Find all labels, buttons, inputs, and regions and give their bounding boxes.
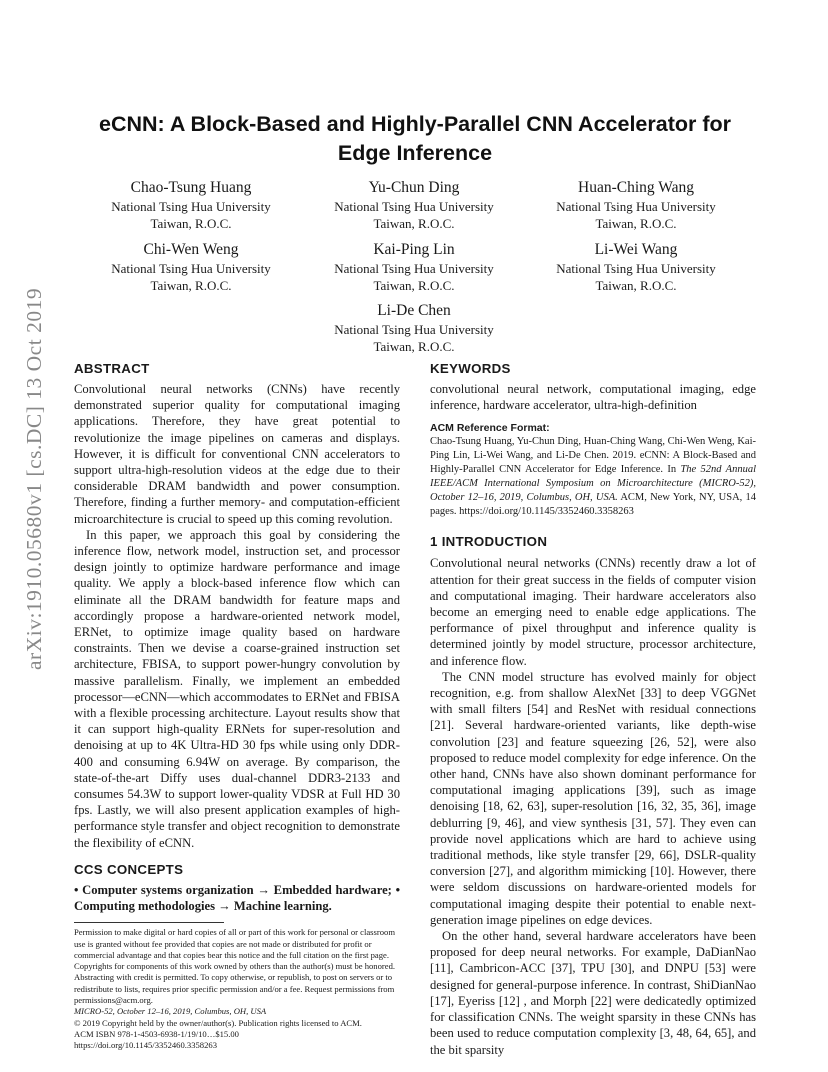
acm-reference-part: ACM, New York, NY, USA, 14 pages. https://doi.org/10.1145/3352460.3358263 [430,492,756,518]
right-column [430,360,756,1058]
author-name: Chi-Wen Weng [143,241,239,258]
author-block [76,240,306,294]
author-name: Yu-Chun Ding [368,179,460,196]
author-affiliation: National Tsing Hua University [334,261,494,276]
author-location: Taiwan, R.O.C. [150,216,232,231]
introduction-heading: 1 INTRODUCTION [430,534,548,550]
acm-reference-part: Chao-Tsung Huang, Yu-Chun Ding, Huan-Ching Wang, Chi-Wen Weng, Kai-Ping Lin, Li-Wei Wang, and Li-De Chen. 2019. eCNN: A Block-Based and Highly-Parallel CNN Accelerator for Edge Inference. In [430,436,756,476]
author-affiliation: National Tsing Hua University [556,199,716,214]
permission-notice [74,927,400,1051]
author-affiliation: National Tsing Hua University [556,261,716,276]
author-block [521,178,751,232]
author-affiliation: National Tsing Hua University [334,322,494,337]
abstract-paragraph-1: Convolutional neural networks (CNNs) have recently demonstrated superior quality for computational imaging applications. Therefore, they have great potential to revolutionize the image pipelines on cameras and displays. However, it is difficult for conventional CNN accelerators to support ultra-high-resolution videos at the edge due to their considerable DRAM bandwidth and power consumption. Therefore, finding a further memory- and computation-efficient microarchitecture is crucial to speed up this coming revolution. [74,382,400,526]
author-location: Taiwan, R.O.C. [373,339,455,354]
author-block [521,240,751,294]
author-location: Taiwan, R.O.C. [150,278,232,293]
doi-link[interactable]: https://doi.org/10.1145/3352460.3358263 [74,1040,217,1051]
paper-title: eCNN: A Block-Based and Highly-Parallel CNN Accelerator for Edge Inference [98,112,731,165]
author-location: Taiwan, R.O.C. [373,278,455,293]
abstract-paragraph-2: In this paper, we approach this goal by considering the inference flow, network model, instruction set, and processor design jointly to optimize hardware performance and image quality. We apply a block-based inference flow which can eliminate all the DRAM bandwidth for feature maps and accordingly propose a hardware-oriented network model, ERNet, to optimize image quality based on hardware constraints. Then we devise a coarse-grained instruction set architecture, FBISA, to support power-hungry convolution by massive parallelism. Finally, we implement an embedded processor—eCNN—which accommodates to ERNet and FBISA with a flexible processing architecture. Layout results show that it can support high-quality ERNets for super-resolution and denoising at up to 4K Ultra-HD 30 fps while using only DDR-400 and consuming 6.94W on average. By comparison, the state-of-the-art Diffy uses dual-channel DDR3-2133 and consumes 54.3W to support lower-quality VDSR at Full HD 30 fps. Lastly, we will also present application examples of high-performance style transfer and object recognition to demonstrate the flexibility of eCNN. [74,527,400,850]
venue-line: MICRO-52, October 12–16, 2019, Columbus, OH, USA [74,1006,267,1017]
isbn-line: ACM ISBN 978-1-4503-6938-1/19/10…$15.00 [74,1028,239,1039]
abstract-heading: ABSTRACT [74,361,150,376]
author-affiliation: National Tsing Hua University [111,199,271,214]
author-location: Taiwan, R.O.C. [373,216,455,231]
author-name: Kai-Ping Lin [373,241,455,258]
author-location: Taiwan, R.O.C. [595,278,677,293]
arxiv-identifier: arXiv:1910.05680v1 [cs.DC] 13 Oct 2019 [22,287,46,670]
copyright-line: © 2019 Copyright held by the owner/author(s). Publication rights licensed to ACM. [74,1017,362,1028]
author-affiliation: National Tsing Hua University [111,261,271,276]
author-name: Huan-Ching Wang [578,179,694,196]
author-location: Taiwan, R.O.C. [595,216,677,231]
acm-reference-text [430,435,756,519]
intro-paragraph-1: Convolutional neural networks (CNNs) recently draw a lot of attention for their great success in the fields of computer vision and computational imaging. Their hardware accelerators also become an emerging need to enable edge applications. The performance of pixel throughput and inference quality is determined jointly by model structure, processor architecture, and inference flow. [430,556,756,668]
author-name: Li-De Chen [377,302,451,319]
author-block [299,178,529,232]
author-block [299,301,529,355]
author-affiliation: National Tsing Hua University [334,199,494,214]
author-block [76,178,306,232]
permission-text: Permission to make digital or hard copies of all or part of this work for personal or classroom use is granted without fee provided that copies are not made or distributed for profit or commercial advantage and that copies bear this notice and the full citation on the first page. Copyrights for components of this work owned by others than the author(s) must be honored. Abstracting with credit is permitted. To copy otherwise, or republish, to post on servers or to redistribute to lists, requires prior specific permission and/or a fee. Request permissions from permissions@acm.org. [74,927,396,1006]
acm-reference-heading: ACM Reference Format: [430,422,550,435]
keywords-heading: KEYWORDS [430,361,511,376]
intro-paragraph-3: On the other hand, several hardware accelerators have been proposed for deep neural networks. For example, DaDianNao [11], Cambricon-ACC [37], TPU [30], and DNPU [53] were designed for general-purpose inference. In contrast, ShiDianNao [17], Eyeriss [12] , and Morph [22] were dedicatedly optimized for classification CNNs. The weight sparsity in these CNNs has been used to reduce computation complexity [3, 48, 64, 65], and the bit sparsity [430,929,756,1057]
author-name: Li-Wei Wang [594,241,678,258]
keywords-text: convolutional neural network, computational imaging, edge inference, hardware accelerator, ultra-high-definition [430,382,756,413]
acm-reference-venue: The 52nd Annual IEEE/ACM International Symposium on Microarchitecture (MICRO-52), October 12–16, 2019, Columbus, OH, USA. [430,464,756,504]
left-column [74,360,400,1052]
ccs-concepts: • Computer systems organization → Embedded hardware; • Computing methodologies → Machine learning. [74,882,400,914]
intro-paragraph-2: The CNN model structure has evolved mainly for object recognition, e.g. from shallow AlexNet [33] to deep VGGNet with small filters [54] and ResNet with residual connections [21]. Several hardware-oriented variants, like depth-wise convolution [23] and feature squeezing [26, 52], were also proposed to reduce model complexity for edge inference. On the other hand, CNNs have also shown dominant performance for computational imaging applications [39], such as image denoising [18, 62, 63], super-resolution [16, 32, 35, 36], image deblurring [9, 46], and view synthesis [31, 57]. They even can provide novel applications which are hard to achieve using traditional methods, like style transfer [29, 66], DSLR-quality conversion [27], and algorithm mimicking [10]. However, there were seldom discussions on hardware-oriented models for computational imaging despite their potential to enable next-generation image pipelines on edge devices. [430,669,756,927]
author-block [299,240,529,294]
footnote-divider [74,922,224,923]
author-name: Chao-Tsung Huang [130,179,252,196]
ccs-heading: CCS CONCEPTS [74,861,184,877]
